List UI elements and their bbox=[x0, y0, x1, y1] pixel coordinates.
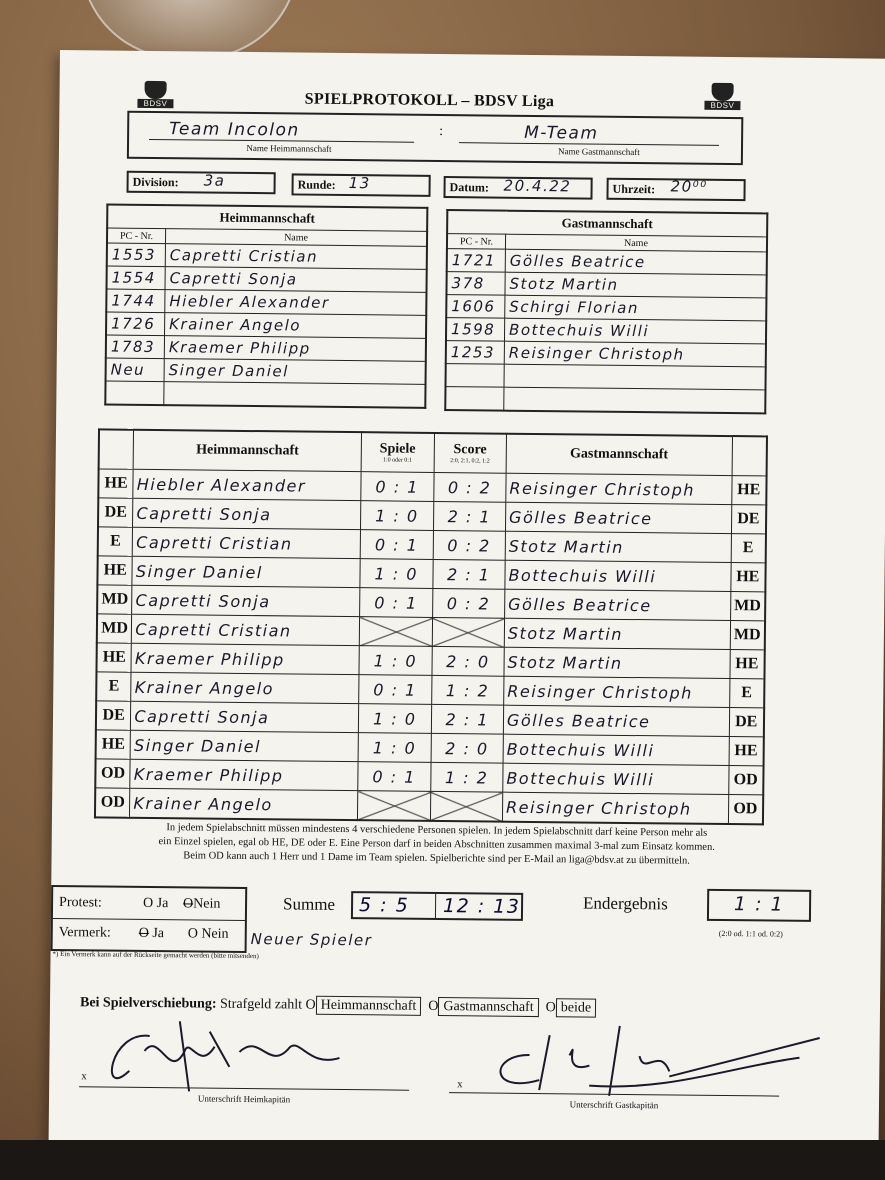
match-discipline-guest: MD bbox=[730, 621, 765, 650]
guest-player-name: Schirgi Florian bbox=[505, 295, 767, 321]
postpone-row: Bei Spielverschiebung: Strafgeld zahlt O Heimmannschaft O Gastmannschaft O beide bbox=[80, 995, 596, 1016]
home-signature-caption: Unterschrift Heimkapitän bbox=[197, 1093, 291, 1105]
match-score: 2 : 1 bbox=[431, 704, 504, 734]
guest-roster-row bbox=[446, 295, 766, 321]
home-player-name: Capretti Sonja bbox=[165, 267, 427, 293]
match-home-player: Capretti Sonja bbox=[132, 585, 360, 616]
match-home-player: Capretti Cristian bbox=[133, 527, 361, 558]
division-value: 3a bbox=[203, 171, 226, 190]
match-discipline-guest: HE bbox=[729, 737, 764, 766]
bdsv-logo-right: BDSV bbox=[704, 83, 740, 115]
match-discipline-guest: MD bbox=[730, 592, 765, 621]
match-score: 0 : 2 bbox=[432, 588, 505, 618]
home-team-name: Team Incolon bbox=[169, 119, 300, 141]
guest-signature-caption: Unterschrift Gastkapitän bbox=[569, 1099, 659, 1111]
match-discipline-guest: E bbox=[731, 534, 766, 563]
home-roster-title: Heimmannschaft bbox=[107, 205, 427, 232]
home-player-pc: 1554 bbox=[106, 266, 165, 290]
result-hint: (2:0 od. 1:1 od. 0:2) bbox=[718, 928, 783, 939]
match-discipline-home: OD bbox=[95, 788, 130, 818]
match-discipline-home: HE bbox=[98, 469, 133, 498]
match-guest-player: Reisinger Christoph bbox=[502, 792, 728, 824]
summe-label: Summe bbox=[282, 894, 336, 914]
match-col-home: Heimmannschaft bbox=[133, 430, 361, 472]
bdsv-logo-left: BDSV bbox=[137, 81, 173, 113]
division-field: Division: 3a bbox=[127, 171, 276, 195]
guest-player-name bbox=[504, 364, 766, 390]
vermerk-label: Vermerk: bbox=[58, 925, 111, 941]
match-report-sheet bbox=[48, 50, 885, 1159]
team-separator: : bbox=[439, 123, 444, 140]
match-discipline-guest: OD bbox=[728, 766, 763, 795]
vermerk-note: Neuer Spieler bbox=[250, 930, 373, 950]
match-discipline-home: E bbox=[98, 527, 133, 556]
match-home-player: Capretti Sonja bbox=[131, 701, 359, 732]
match-home-player: Hiebler Alexander bbox=[133, 469, 361, 500]
match-score: 0 : 2 bbox=[433, 530, 506, 560]
match-discipline-guest: HE bbox=[731, 476, 766, 505]
guest-player-pc: 1598 bbox=[446, 318, 505, 342]
match-discipline-home: E bbox=[96, 672, 131, 701]
rules-text: In jedem Spielabschnitt müssen mindestens 4 verschiedene Personen spielen. In jedem Spielabschnitt darf keine Person mehr als ein Einzel spielen, egal ob HE, DE oder E. Eine Person darf in beiden Abschnitten zusammen maximal 3-mal zum Einsatz kommen. Beim OD kann auch 1 Herr und 1 Dame im Team spielen. Spielberichte sind per E-Mail an liga@bdsv.at zu übermitteln. bbox=[158, 822, 715, 867]
match-discipline-home: HE bbox=[97, 556, 132, 585]
match-score: 1 : 2 bbox=[430, 762, 503, 792]
guest-player-name: Gölles Beatrice bbox=[505, 249, 767, 275]
match-games: 1 : 0 bbox=[358, 704, 431, 734]
home-player-pc: 1744 bbox=[106, 289, 165, 313]
page-title: SPIELPROTOKOLL – BDSV Liga bbox=[304, 90, 555, 111]
guest-roster-row bbox=[445, 387, 765, 414]
match-home-player: Capretti Cristian bbox=[132, 614, 360, 645]
match-guest-player: Gölles Beatrice bbox=[505, 589, 731, 620]
guest-player-pc: 1606 bbox=[446, 295, 505, 319]
protest-nein-option[interactable]: ONein bbox=[182, 896, 221, 912]
match-col-guest: Gastmannschaft bbox=[506, 434, 732, 476]
home-player-name: Kraemer Philipp bbox=[164, 336, 426, 362]
match-games: 1 : 0 bbox=[361, 501, 434, 531]
guest-roster-col-pc: PC - Nr. bbox=[447, 234, 506, 250]
guest-player-pc: 378 bbox=[446, 272, 505, 296]
match-guest-player: Reisinger Christoph bbox=[506, 473, 732, 504]
guest-team-caption: Name Gastmannschaft bbox=[558, 146, 640, 158]
match-guest-player: Bottechuis Willi bbox=[503, 763, 729, 794]
match-discipline-home: MD bbox=[97, 585, 132, 614]
match-home-player: Capretti Sonja bbox=[133, 498, 361, 529]
time-value: 20⁰⁰ bbox=[670, 177, 708, 196]
home-roster-row bbox=[106, 335, 426, 361]
guest-captain-signature bbox=[469, 1004, 830, 1108]
guest-roster-row bbox=[445, 364, 765, 390]
match-row bbox=[95, 788, 763, 824]
vermerk-ja-option[interactable]: O Ja bbox=[138, 925, 165, 942]
home-roster-col-pc: PC - Nr. bbox=[107, 228, 166, 244]
match-guest-player: Bottechuis Willi bbox=[505, 560, 731, 591]
vermerk-footnote: *) Ein Vermerk kann auf der Rückseite gemacht werden (bitte mitsenden) bbox=[52, 949, 259, 961]
match-games: 0 : 1 bbox=[359, 675, 432, 705]
protest-vermerk-box bbox=[51, 885, 248, 953]
postpone-label: Bei Spielverschiebung: bbox=[79, 995, 217, 1012]
match-guest-player: Stotz Martin bbox=[505, 531, 731, 562]
match-guest-player: Gölles Beatrice bbox=[505, 502, 731, 533]
match-home-player: Singer Daniel bbox=[130, 730, 358, 761]
summe-score: 12 : 13 bbox=[442, 895, 521, 918]
match-discipline-home: HE bbox=[96, 730, 131, 759]
match-games bbox=[359, 617, 432, 647]
match-home-player: Kraemer Philipp bbox=[130, 759, 358, 790]
match-col-games: Spiele 1:0 oder 0:1 bbox=[361, 432, 434, 472]
guest-roster-title: Gastmannschaft bbox=[447, 210, 767, 237]
match-score: 2 : 0 bbox=[431, 646, 504, 676]
match-table bbox=[94, 428, 768, 825]
match-discipline-guest: E bbox=[729, 679, 764, 708]
postpone-guest-option[interactable]: Gastmannschaft bbox=[438, 997, 538, 1017]
summe-games: 5 : 5 bbox=[358, 894, 410, 917]
guest-roster-row bbox=[446, 318, 766, 344]
match-score: 2 : 1 bbox=[433, 501, 506, 531]
match-home-player: Krainer Angelo bbox=[130, 788, 358, 820]
match-discipline-guest: HE bbox=[730, 650, 765, 679]
guest-player-name: Bottechuis Willi bbox=[504, 318, 766, 344]
home-roster-row bbox=[106, 289, 426, 315]
match-games: 1 : 0 bbox=[360, 559, 433, 589]
match-score: 2 : 1 bbox=[432, 559, 505, 589]
home-roster-row bbox=[107, 243, 427, 269]
vermerk-nein-option[interactable]: O Nein bbox=[187, 926, 229, 942]
match-games: 0 : 1 bbox=[360, 588, 433, 618]
home-player-name: Hiebler Alexander bbox=[165, 290, 427, 316]
guest-player-pc bbox=[445, 387, 504, 411]
home-player-pc: Neu bbox=[106, 358, 165, 382]
guest-roster-row bbox=[447, 249, 767, 275]
table-edge bbox=[0, 1140, 885, 1180]
guest-player-name bbox=[504, 387, 766, 413]
match-discipline-home: MD bbox=[97, 614, 132, 643]
guest-roster-col-name: Name bbox=[505, 234, 767, 252]
guest-roster-table bbox=[444, 209, 768, 414]
round-field: Runde: 13 bbox=[291, 173, 430, 196]
home-player-name: Singer Daniel bbox=[164, 359, 426, 385]
match-games: 1 : 0 bbox=[358, 733, 431, 763]
home-sign-x: x bbox=[81, 1070, 87, 1083]
match-score bbox=[432, 617, 505, 647]
match-discipline-guest: OD bbox=[728, 795, 763, 825]
guest-player-pc: 1253 bbox=[446, 341, 505, 365]
match-discipline-guest: DE bbox=[731, 505, 766, 534]
match-score: 0 : 2 bbox=[433, 472, 506, 502]
protest-ja-option[interactable]: O Ja bbox=[142, 895, 169, 912]
time-field: Uhrzeit: 20⁰⁰ bbox=[606, 178, 745, 201]
match-discipline-home: DE bbox=[96, 701, 131, 730]
guest-player-name: Reisinger Christoph bbox=[504, 341, 766, 367]
guest-player-pc bbox=[445, 364, 504, 388]
home-player-pc: 1553 bbox=[107, 243, 166, 267]
match-home-player: Krainer Angelo bbox=[131, 672, 359, 703]
home-captain-signature bbox=[89, 1010, 390, 1103]
match-score bbox=[430, 791, 503, 821]
home-roster-row bbox=[106, 358, 426, 384]
match-guest-player: Stotz Martin bbox=[504, 618, 730, 649]
summe-box bbox=[351, 891, 523, 921]
guest-player-name: Stotz Martin bbox=[505, 272, 767, 298]
home-roster-col-name: Name bbox=[165, 229, 427, 247]
home-player-name: Krainer Angelo bbox=[165, 313, 427, 339]
home-player-name: Capretti Cristian bbox=[165, 244, 427, 270]
match-guest-player: Bottechuis Willi bbox=[503, 734, 729, 765]
match-home-player: Singer Daniel bbox=[132, 556, 360, 587]
result-label: Endergebnis bbox=[582, 893, 668, 914]
match-home-player: Kraemer Philipp bbox=[131, 643, 359, 674]
match-score: 1 : 2 bbox=[431, 675, 504, 705]
home-roster-row bbox=[106, 312, 426, 338]
home-player-name bbox=[164, 382, 426, 408]
postpone-home-option[interactable]: Heimmannschaft bbox=[316, 996, 422, 1016]
match-discipline-home: HE bbox=[96, 643, 131, 672]
match-discipline-home: DE bbox=[98, 498, 133, 527]
result-value: 1 : 1 bbox=[733, 893, 785, 916]
match-guest-player: Reisinger Christoph bbox=[504, 676, 730, 707]
match-games: 0 : 1 bbox=[361, 472, 434, 502]
match-score: 2 : 0 bbox=[431, 733, 504, 763]
round-value: 13 bbox=[348, 174, 371, 193]
postpone-both-option[interactable]: beide bbox=[556, 998, 597, 1017]
home-roster-row bbox=[106, 266, 426, 292]
postpone-text: Strafgeld zahlt bbox=[219, 996, 303, 1013]
home-roster-table bbox=[104, 203, 428, 408]
protest-label: Protest: bbox=[58, 895, 102, 911]
date-value: 20.4.22 bbox=[503, 176, 572, 196]
home-player-pc bbox=[105, 381, 164, 405]
home-player-pc: 1783 bbox=[106, 335, 165, 359]
result-box bbox=[707, 889, 811, 922]
match-discipline-guest: DE bbox=[729, 708, 764, 737]
guest-player-pc: 1721 bbox=[447, 249, 506, 273]
match-games: 1 : 0 bbox=[359, 646, 432, 676]
match-discipline-home: OD bbox=[95, 759, 130, 788]
match-guest-player: Gölles Beatrice bbox=[503, 705, 729, 736]
home-player-pc: 1726 bbox=[106, 312, 165, 336]
guest-team-name: M-Team bbox=[524, 122, 599, 144]
date-field: Datum: 20.4.22 bbox=[443, 176, 592, 200]
match-games: 0 : 1 bbox=[358, 762, 431, 792]
home-team-caption: Name Heimmannschaft bbox=[246, 142, 332, 154]
guest-sign-x: x bbox=[457, 1078, 463, 1091]
teams-box bbox=[127, 111, 743, 165]
match-guest-player: Stotz Martin bbox=[504, 647, 730, 678]
match-games bbox=[357, 791, 430, 821]
guest-roster-row bbox=[446, 341, 766, 367]
guest-roster-row bbox=[446, 272, 766, 298]
match-col-score: Score 2:0, 2:1, 0:2, 1:2 bbox=[434, 433, 507, 473]
match-discipline-guest: HE bbox=[730, 563, 765, 592]
match-games: 0 : 1 bbox=[360, 530, 433, 560]
home-roster-row bbox=[105, 381, 425, 408]
